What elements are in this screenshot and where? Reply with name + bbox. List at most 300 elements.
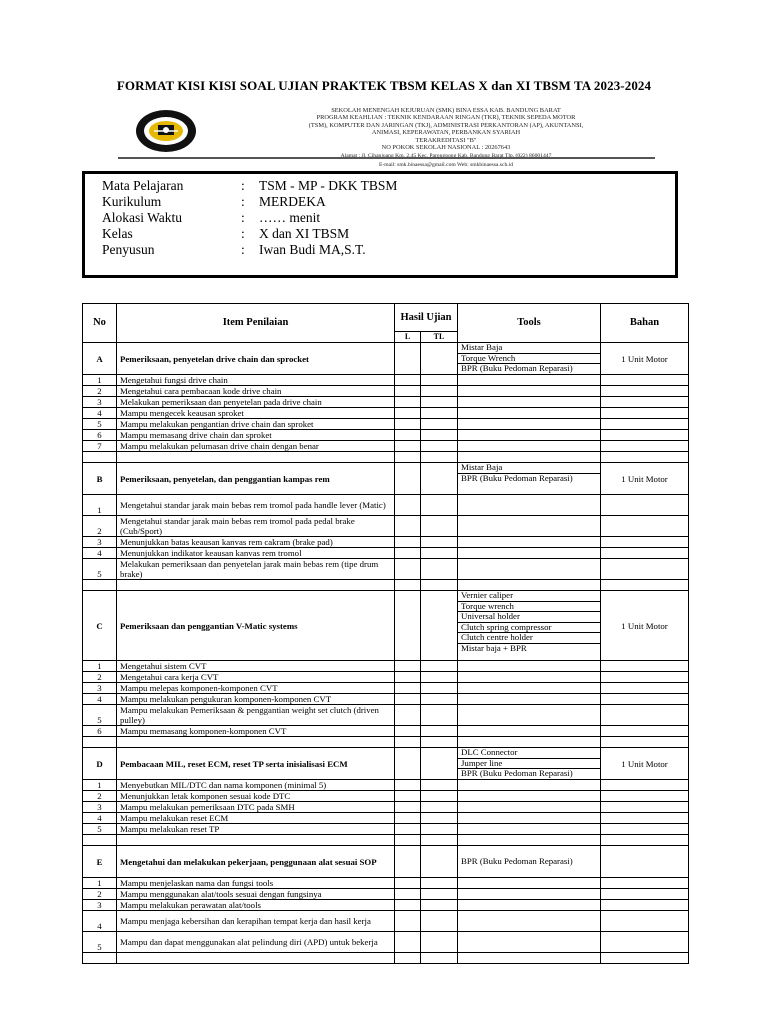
bahan-cell	[601, 661, 689, 672]
result-tl-cell	[421, 559, 458, 580]
table-row	[83, 802, 689, 813]
item-no: 5	[83, 419, 117, 430]
tool-item: Torque wrench	[458, 602, 600, 613]
info-separator: :	[241, 210, 245, 225]
empty-cell	[395, 953, 421, 964]
letterhead-line: TERAKREDITASI "B"	[415, 136, 477, 144]
tools-cell	[458, 726, 601, 737]
item-text: Mengetahui standar jarak main bebas rem tromol pada handle lever (Matic)	[117, 495, 395, 516]
bahan-cell	[601, 932, 689, 953]
empty-cell	[395, 452, 421, 463]
bahan-cell	[601, 441, 689, 452]
result-tl-cell	[421, 441, 458, 452]
tools-cell	[458, 672, 601, 683]
item-text: Mampu melakukan reset TP	[117, 824, 395, 835]
bahan-cell	[601, 889, 689, 900]
item-no: 5	[83, 824, 117, 835]
item-text: Mampu menjelaskan nama dan fungsi tools	[117, 878, 395, 889]
tools-cell	[458, 419, 601, 430]
exam-info-box	[82, 171, 678, 278]
tools-cell	[458, 408, 601, 419]
result-tl-cell	[421, 911, 458, 932]
item-text: Mampu melakukan pengantian drive chain dan sproket	[117, 419, 395, 430]
result-l-cell	[395, 705, 421, 726]
spacer-row	[83, 737, 689, 748]
result-tl-cell	[421, 495, 458, 516]
result-tl-cell	[421, 813, 458, 824]
bahan-cell	[601, 911, 689, 932]
item-text: Menunjukkan batas keausan kanvas rem cakram (brake pad)	[117, 537, 395, 548]
table-row	[83, 661, 689, 672]
bahan-cell	[601, 705, 689, 726]
header-item: Item Penilaian	[117, 304, 395, 343]
item-no: 7	[83, 441, 117, 452]
section-row	[83, 748, 689, 780]
tools-cell	[458, 705, 601, 726]
empty-cell	[83, 953, 117, 964]
item-text: Mampu melepas komponen-komponen CVT	[117, 683, 395, 694]
item-text: Mampu melakukan perawatan alat/tools	[117, 900, 395, 911]
item-no: 2	[83, 672, 117, 683]
bahan-cell	[601, 375, 689, 386]
tool-item: Mistar Baja	[458, 463, 600, 474]
tools-cell	[458, 430, 601, 441]
result-l-cell	[395, 397, 421, 408]
info-label: Kelas	[102, 226, 133, 241]
item-text: Mampu dan dapat menggunakan alat pelindung diri (APD) untuk bekerja	[117, 932, 395, 953]
header-bahan: Bahan	[601, 304, 689, 343]
tools-cell	[458, 559, 601, 580]
empty-cell	[421, 580, 458, 591]
bahan-cell	[601, 559, 689, 580]
tools-cell	[458, 694, 601, 705]
bahan-cell	[601, 791, 689, 802]
item-text: Mampu menggunakan alat/tools sesuai dengan fungsinya	[117, 889, 395, 900]
result-tl-cell	[421, 591, 458, 661]
result-l-cell	[395, 900, 421, 911]
result-l-cell	[395, 408, 421, 419]
empty-cell	[117, 835, 395, 846]
item-text: Mengetahui cara kerja CVT	[117, 672, 395, 683]
page-title: FORMAT KISI KISI SOAL UJIAN PRAKTEK TBSM KELAS X dan XI TBSM TA 2023-2024	[116, 78, 652, 93]
result-tl-cell	[421, 694, 458, 705]
tools-cell	[458, 791, 601, 802]
tool-item: Jumper line	[458, 759, 600, 770]
result-l-cell	[395, 846, 421, 878]
bahan-cell	[601, 430, 689, 441]
item-text: Melakukan pemeriksaan dan penyetelan pada drive chain	[117, 397, 395, 408]
bahan-cell	[601, 878, 689, 889]
letterhead-line: (TSM), KOMPUTER DAN JARINGAN (TKJ), ADMINISTRASI PERKANTORAN (AP), AKUNTANSI,	[308, 121, 584, 129]
empty-cell	[601, 835, 689, 846]
tools-cell	[458, 889, 601, 900]
spacer-row	[83, 580, 689, 591]
table-row	[83, 694, 689, 705]
empty-cell	[395, 580, 421, 591]
spacer-row	[83, 835, 689, 846]
empty-cell	[458, 953, 601, 964]
bahan-cell: 1 Unit Motor	[601, 343, 689, 375]
result-tl-cell	[421, 537, 458, 548]
tool-item: Clutch spring compressor	[458, 623, 600, 634]
table-row	[83, 813, 689, 824]
table-row	[83, 824, 689, 835]
tools-cell	[458, 463, 601, 495]
item-no: 2	[83, 516, 117, 537]
letterhead-divider	[118, 157, 655, 159]
table-row	[83, 889, 689, 900]
result-l-cell	[395, 537, 421, 548]
tools-cell	[458, 878, 601, 889]
tools-cell	[458, 375, 601, 386]
info-value: Iwan Budi MA,S.T.	[259, 242, 366, 257]
bahan-cell	[601, 397, 689, 408]
header-no: No	[83, 304, 117, 343]
item-no: 4	[83, 408, 117, 419]
result-l-cell	[395, 878, 421, 889]
bahan-cell	[601, 900, 689, 911]
letterhead-line: NO POKOK SEKOLAH NASIONAL : 20267643	[381, 144, 511, 152]
table-row	[83, 397, 689, 408]
tools-cell	[458, 397, 601, 408]
assessment-table	[82, 303, 689, 964]
empty-cell	[601, 452, 689, 463]
result-l-cell	[395, 516, 421, 537]
tools-cell	[458, 495, 601, 516]
result-tl-cell	[421, 397, 458, 408]
table-row	[83, 878, 689, 889]
result-l-cell	[395, 683, 421, 694]
result-tl-cell	[421, 343, 458, 375]
item-no: 4	[83, 813, 117, 824]
info-value: MERDEKA	[259, 194, 326, 209]
result-l-cell	[395, 559, 421, 580]
item-no: 3	[83, 683, 117, 694]
item-no: 1	[83, 495, 117, 516]
tool-item: BPR (Buku Pedoman Reparasi)	[461, 472, 573, 483]
school-logo	[134, 107, 198, 155]
tools-cell	[458, 441, 601, 452]
bahan-cell	[601, 386, 689, 397]
result-l-cell	[395, 889, 421, 900]
result-l-cell	[395, 824, 421, 835]
bahan-cell	[601, 672, 689, 683]
result-l-cell	[395, 463, 421, 495]
item-text: Mengetahui cara pembacaan kode drive chain	[117, 386, 395, 397]
tools-cell	[458, 661, 601, 672]
tool-item: Mistar baja + BPR	[461, 642, 527, 653]
bahan-cell	[601, 726, 689, 737]
bahan-cell	[601, 495, 689, 516]
empty-cell	[458, 580, 601, 591]
tool-item: Torque Wrench	[458, 354, 600, 365]
item-no: 1	[83, 780, 117, 791]
result-tl-cell	[421, 791, 458, 802]
tools-cell	[458, 824, 601, 835]
bahan-cell	[601, 694, 689, 705]
result-l-cell	[395, 726, 421, 737]
result-tl-cell	[421, 705, 458, 726]
item-no: 6	[83, 430, 117, 441]
result-l-cell	[395, 802, 421, 813]
result-tl-cell	[421, 386, 458, 397]
empty-cell	[117, 452, 395, 463]
item-no: 1	[83, 878, 117, 889]
header-l: L	[395, 332, 421, 343]
result-tl-cell	[421, 802, 458, 813]
table-row	[83, 537, 689, 548]
result-l-cell	[395, 791, 421, 802]
table-row	[83, 548, 689, 559]
header-tools: Tools	[458, 304, 601, 343]
result-tl-cell	[421, 548, 458, 559]
table-row	[83, 726, 689, 737]
result-tl-cell	[421, 748, 458, 780]
item-text: Mengetahui fungsi drive chain	[117, 375, 395, 386]
tools-cell	[458, 343, 601, 375]
result-l-cell	[395, 386, 421, 397]
info-separator: :	[241, 226, 245, 241]
header-tl: TL	[421, 332, 458, 343]
result-l-cell	[395, 748, 421, 780]
section-title: Pemeriksaan, penyetelan drive chain dan sprocket	[117, 343, 395, 375]
empty-cell	[117, 953, 395, 964]
tools-cell	[458, 537, 601, 548]
item-no: 3	[83, 397, 117, 408]
tools-cell	[458, 802, 601, 813]
section-code: C	[83, 591, 117, 661]
table-row	[83, 683, 689, 694]
bahan-cell: 1 Unit Motor	[601, 591, 689, 661]
info-separator: :	[241, 242, 245, 257]
bahan-cell	[601, 537, 689, 548]
bahan-cell	[601, 813, 689, 824]
table-row	[83, 375, 689, 386]
empty-cell	[395, 835, 421, 846]
info-value: …… menit	[259, 210, 321, 225]
bahan-cell	[601, 683, 689, 694]
result-tl-cell	[421, 516, 458, 537]
result-l-cell	[395, 430, 421, 441]
item-no: 5	[83, 932, 117, 953]
section-row	[83, 343, 689, 375]
section-row	[83, 463, 689, 495]
info-label: Alokasi Waktu	[102, 210, 183, 225]
table-row	[83, 900, 689, 911]
school-info	[246, 107, 646, 169]
item-text: Mampu mengecek keausan sproket	[117, 408, 395, 419]
info-separator: :	[241, 178, 245, 193]
item-no: 2	[83, 889, 117, 900]
tools-cell	[458, 911, 601, 932]
table-row	[83, 705, 689, 726]
section-code: E	[83, 846, 117, 878]
section-code: D	[83, 748, 117, 780]
empty-cell	[458, 835, 601, 846]
result-l-cell	[395, 548, 421, 559]
tools-cell	[458, 846, 601, 878]
table-row	[83, 672, 689, 683]
tools-cell	[458, 748, 601, 780]
result-l-cell	[395, 343, 421, 375]
bahan-cell	[601, 548, 689, 559]
item-no: 4	[83, 911, 117, 932]
empty-cell	[83, 737, 117, 748]
table-row	[83, 419, 689, 430]
tools-cell	[458, 813, 601, 824]
bahan-cell	[601, 408, 689, 419]
tool-item: BPR (Buku Pedoman Reparasi)	[461, 855, 573, 866]
result-l-cell	[395, 375, 421, 386]
info-label: Kurikulum	[102, 194, 162, 209]
item-text: Mampu melakukan pemeriksaan DTC pada SMH	[117, 802, 395, 813]
empty-cell	[458, 737, 601, 748]
table-row	[83, 516, 689, 537]
table-row	[83, 911, 689, 932]
empty-cell	[117, 737, 395, 748]
tools-cell	[458, 591, 601, 661]
table-row	[83, 791, 689, 802]
empty-cell	[83, 452, 117, 463]
empty-cell	[83, 580, 117, 591]
empty-cell	[117, 580, 395, 591]
tools-cell	[458, 516, 601, 537]
empty-cell	[421, 953, 458, 964]
result-tl-cell	[421, 780, 458, 791]
result-tl-cell	[421, 932, 458, 953]
result-l-cell	[395, 911, 421, 932]
tool-item: DLC Connector	[458, 748, 600, 759]
bahan-cell: 1 Unit Motor	[601, 748, 689, 780]
empty-cell	[421, 452, 458, 463]
item-no: 4	[83, 694, 117, 705]
result-l-cell	[395, 591, 421, 661]
item-text: Menunjukkan indikator keausan kanvas rem tromol	[117, 548, 395, 559]
item-text: Mampu memasang komponen-komponen CVT	[117, 726, 395, 737]
item-no: 2	[83, 791, 117, 802]
item-text: Mampu melakukan Pemeriksaan & penggantian weight set clutch (driven pulley)	[117, 705, 395, 726]
result-tl-cell	[421, 900, 458, 911]
letterhead-line: SEKOLAH MENENGAH KEJURUAN (SMK) BINA ESSA KAB. BANDUNG BARAT	[331, 107, 561, 114]
result-tl-cell	[421, 726, 458, 737]
section-title: Pemeriksaan, penyetelan, dan penggantian kampas rem	[117, 463, 395, 495]
result-l-cell	[395, 419, 421, 430]
empty-cell	[458, 452, 601, 463]
item-text: Mampu memasang drive chain dan sproket	[117, 430, 395, 441]
item-no: 2	[83, 386, 117, 397]
result-l-cell	[395, 441, 421, 452]
result-tl-cell	[421, 846, 458, 878]
item-no: 5	[83, 705, 117, 726]
school-letterhead	[118, 103, 655, 169]
tools-cell	[458, 900, 601, 911]
section-code: A	[83, 343, 117, 375]
item-text: Mengetahui standar jarak main bebas rem tromol pada pedal brake (Cub/Sport)	[117, 516, 395, 537]
bahan-cell: 1 Unit Motor	[601, 463, 689, 495]
result-l-cell	[395, 495, 421, 516]
table-row	[83, 495, 689, 516]
table-row	[83, 430, 689, 441]
tools-cell	[458, 386, 601, 397]
section-title: Pemeriksaan dan penggantian V-Matic systems	[117, 591, 395, 661]
info-value: TSM - MP - DKK TBSM	[259, 178, 398, 193]
bahan-cell	[601, 780, 689, 791]
empty-cell	[601, 737, 689, 748]
result-tl-cell	[421, 375, 458, 386]
result-tl-cell	[421, 683, 458, 694]
bahan-cell	[601, 824, 689, 835]
result-tl-cell	[421, 408, 458, 419]
tools-cell	[458, 683, 601, 694]
tool-item: BPR (Buku Pedoman Reparasi)	[461, 768, 573, 778]
table-row	[83, 386, 689, 397]
table-row	[83, 780, 689, 791]
item-no: 5	[83, 559, 117, 580]
result-tl-cell	[421, 878, 458, 889]
item-text: Mampu melakukan pelumasan drive chain dengan benar	[117, 441, 395, 452]
section-code: B	[83, 463, 117, 495]
result-tl-cell	[421, 661, 458, 672]
empty-cell	[395, 737, 421, 748]
item-no: 3	[83, 900, 117, 911]
item-no: 6	[83, 726, 117, 737]
item-text: Menyebutkan MIL/DTC dan nama komponen (minimal 5)	[117, 780, 395, 791]
item-no: 3	[83, 537, 117, 548]
result-l-cell	[395, 672, 421, 683]
bahan-cell	[601, 419, 689, 430]
result-tl-cell	[421, 824, 458, 835]
table-row	[83, 408, 689, 419]
tool-item: Vernier caliper	[458, 591, 600, 602]
assessment-body	[83, 343, 689, 964]
tool-item: Mistar Baja	[458, 343, 600, 354]
result-tl-cell	[421, 463, 458, 495]
section-row	[83, 591, 689, 661]
item-text: Mampu melakukan reset ECM	[117, 813, 395, 824]
tools-cell	[458, 780, 601, 791]
table-row	[83, 441, 689, 452]
result-l-cell	[395, 780, 421, 791]
section-title: Mengetahui dan melakukan pekerjaan, penggunaan alat sesuai SOP	[117, 846, 395, 878]
empty-cell	[83, 835, 117, 846]
item-no: 1	[83, 661, 117, 672]
tool-item: Clutch centre holder	[458, 633, 600, 644]
tool-item: Universal holder	[458, 612, 600, 623]
tools-cell	[458, 548, 601, 559]
info-label: Mata Pelajaran	[102, 178, 184, 193]
table-row	[83, 932, 689, 953]
empty-cell	[601, 953, 689, 964]
item-no: 3	[83, 802, 117, 813]
result-tl-cell	[421, 672, 458, 683]
result-tl-cell	[421, 889, 458, 900]
bahan-cell	[601, 846, 689, 878]
letterhead-line: ANIMASI, KEPERAWATAN, PERBANKAN SYARIAH	[371, 129, 521, 137]
info-label: Penyusun	[102, 242, 155, 257]
section-title: Pembacaan MIL, reset ECM, reset TP serta inisialisasi ECM	[117, 748, 395, 780]
bahan-cell	[601, 516, 689, 537]
empty-cell	[421, 835, 458, 846]
item-text: Mengetahui sistem CVT	[117, 661, 395, 672]
header-hasil: Hasil Ujian	[395, 304, 458, 332]
item-no: 4	[83, 548, 117, 559]
tools-cell	[458, 932, 601, 953]
info-separator: :	[241, 194, 245, 209]
result-l-cell	[395, 694, 421, 705]
result-tl-cell	[421, 430, 458, 441]
school-email: E-mail: smk.binaessa@gmail.com Web: smkbinaessa.sch.id	[378, 162, 513, 169]
item-text: Mampu menjaga kebersihan dan kerapihan tempat kerja dan hasil kerja	[117, 911, 395, 932]
